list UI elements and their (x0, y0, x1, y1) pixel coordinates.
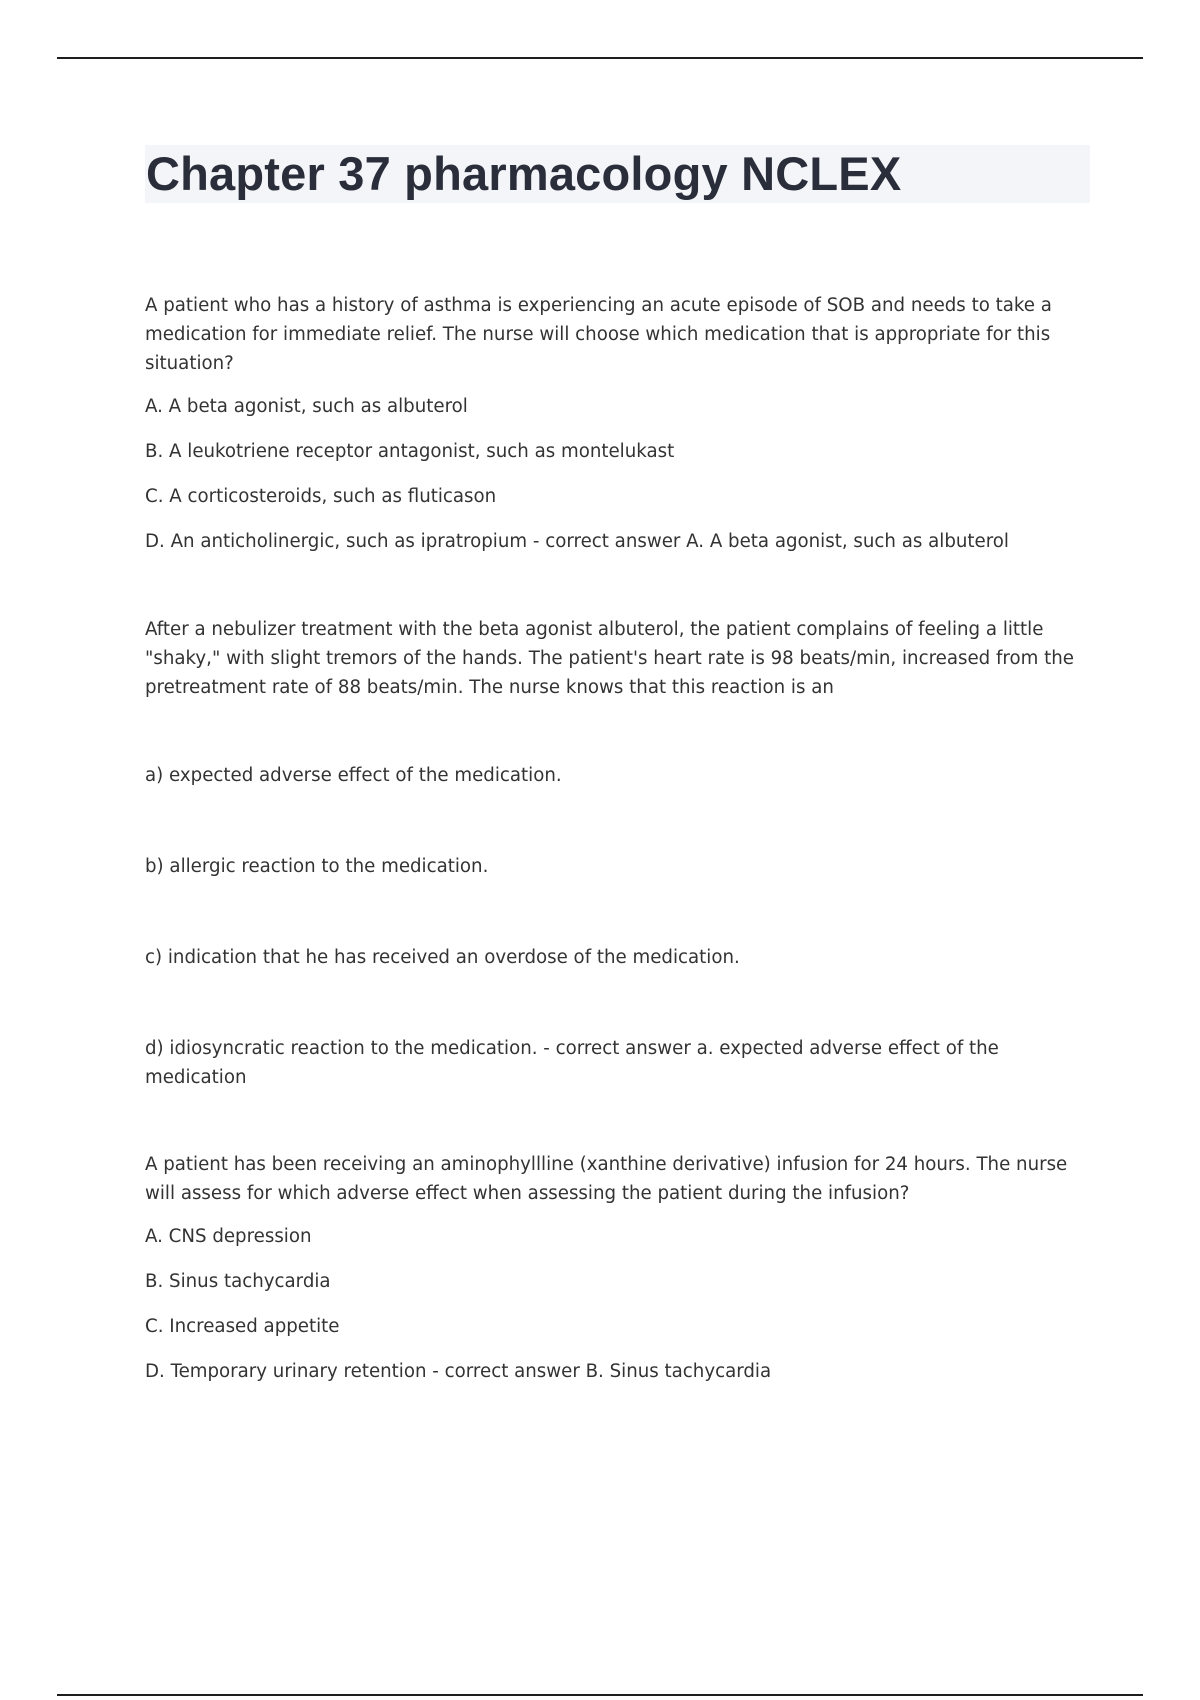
answer-option: C. A corticosteroids, such as fluticason (145, 486, 497, 507)
answer-option: A. A beta agonist, such as albuterol (145, 396, 468, 417)
question-stem: After a nebulizer treatment with the beta agonist albuterol, the patient complains of feeling a little "shaky," with slight tremors of the hands. The patient's heart rate is 98 beats/min, increased from the pretreatment rate of 88 beats/min. The nurse knows that this reaction is an (145, 619, 1074, 698)
question-stem: A patient has been receiving an aminophyllline (xanthine derivative) infusion for 24 hours. The nurse will assess for which adverse effect when assessing the patient during the infusion? (145, 1154, 1068, 1204)
header-rule (57, 57, 1143, 59)
answer-option: c) indication that he has received an overdose of the medication. (145, 947, 740, 968)
answer-option: A. CNS depression (145, 1226, 312, 1247)
document-title: Chapter 37 pharmacology NCLEX (146, 147, 902, 200)
answer-option: a) expected adverse effect of the medication. (145, 765, 562, 786)
footer-rule (57, 1694, 1143, 1696)
answer-option-with-key: D. Temporary urinary retention - correct answer B. Sinus tachycardia (145, 1361, 772, 1382)
section-spacer (145, 556, 1090, 615)
question-block-3 (145, 1150, 1090, 1386)
answer-option: b) allergic reaction to the medication. (145, 856, 489, 877)
question-block-1 (145, 291, 1090, 556)
question-block-2 (145, 615, 1090, 1092)
section-spacer (145, 1092, 1090, 1150)
answer-option-with-key: d) idiosyncratic reaction to the medication. - correct answer a. expected adverse effect of the medication (145, 1038, 999, 1088)
answer-option: B. A leukotriene receptor antagonist, such as montelukast (145, 441, 675, 462)
answer-option-with-key: D. An anticholinergic, such as ipratropium - correct answer A. A beta agonist, such as albuterol (145, 531, 1009, 552)
answer-option: B. Sinus tachycardia (145, 1271, 331, 1292)
answer-option: C. Increased appetite (145, 1316, 340, 1337)
question-stem: A patient who has a history of asthma is experiencing an acute episode of SOB and needs to take a medication for immediate relief. The nurse will choose which medication that is appropriate for this situation? (145, 295, 1052, 374)
document-body (145, 291, 1090, 1386)
